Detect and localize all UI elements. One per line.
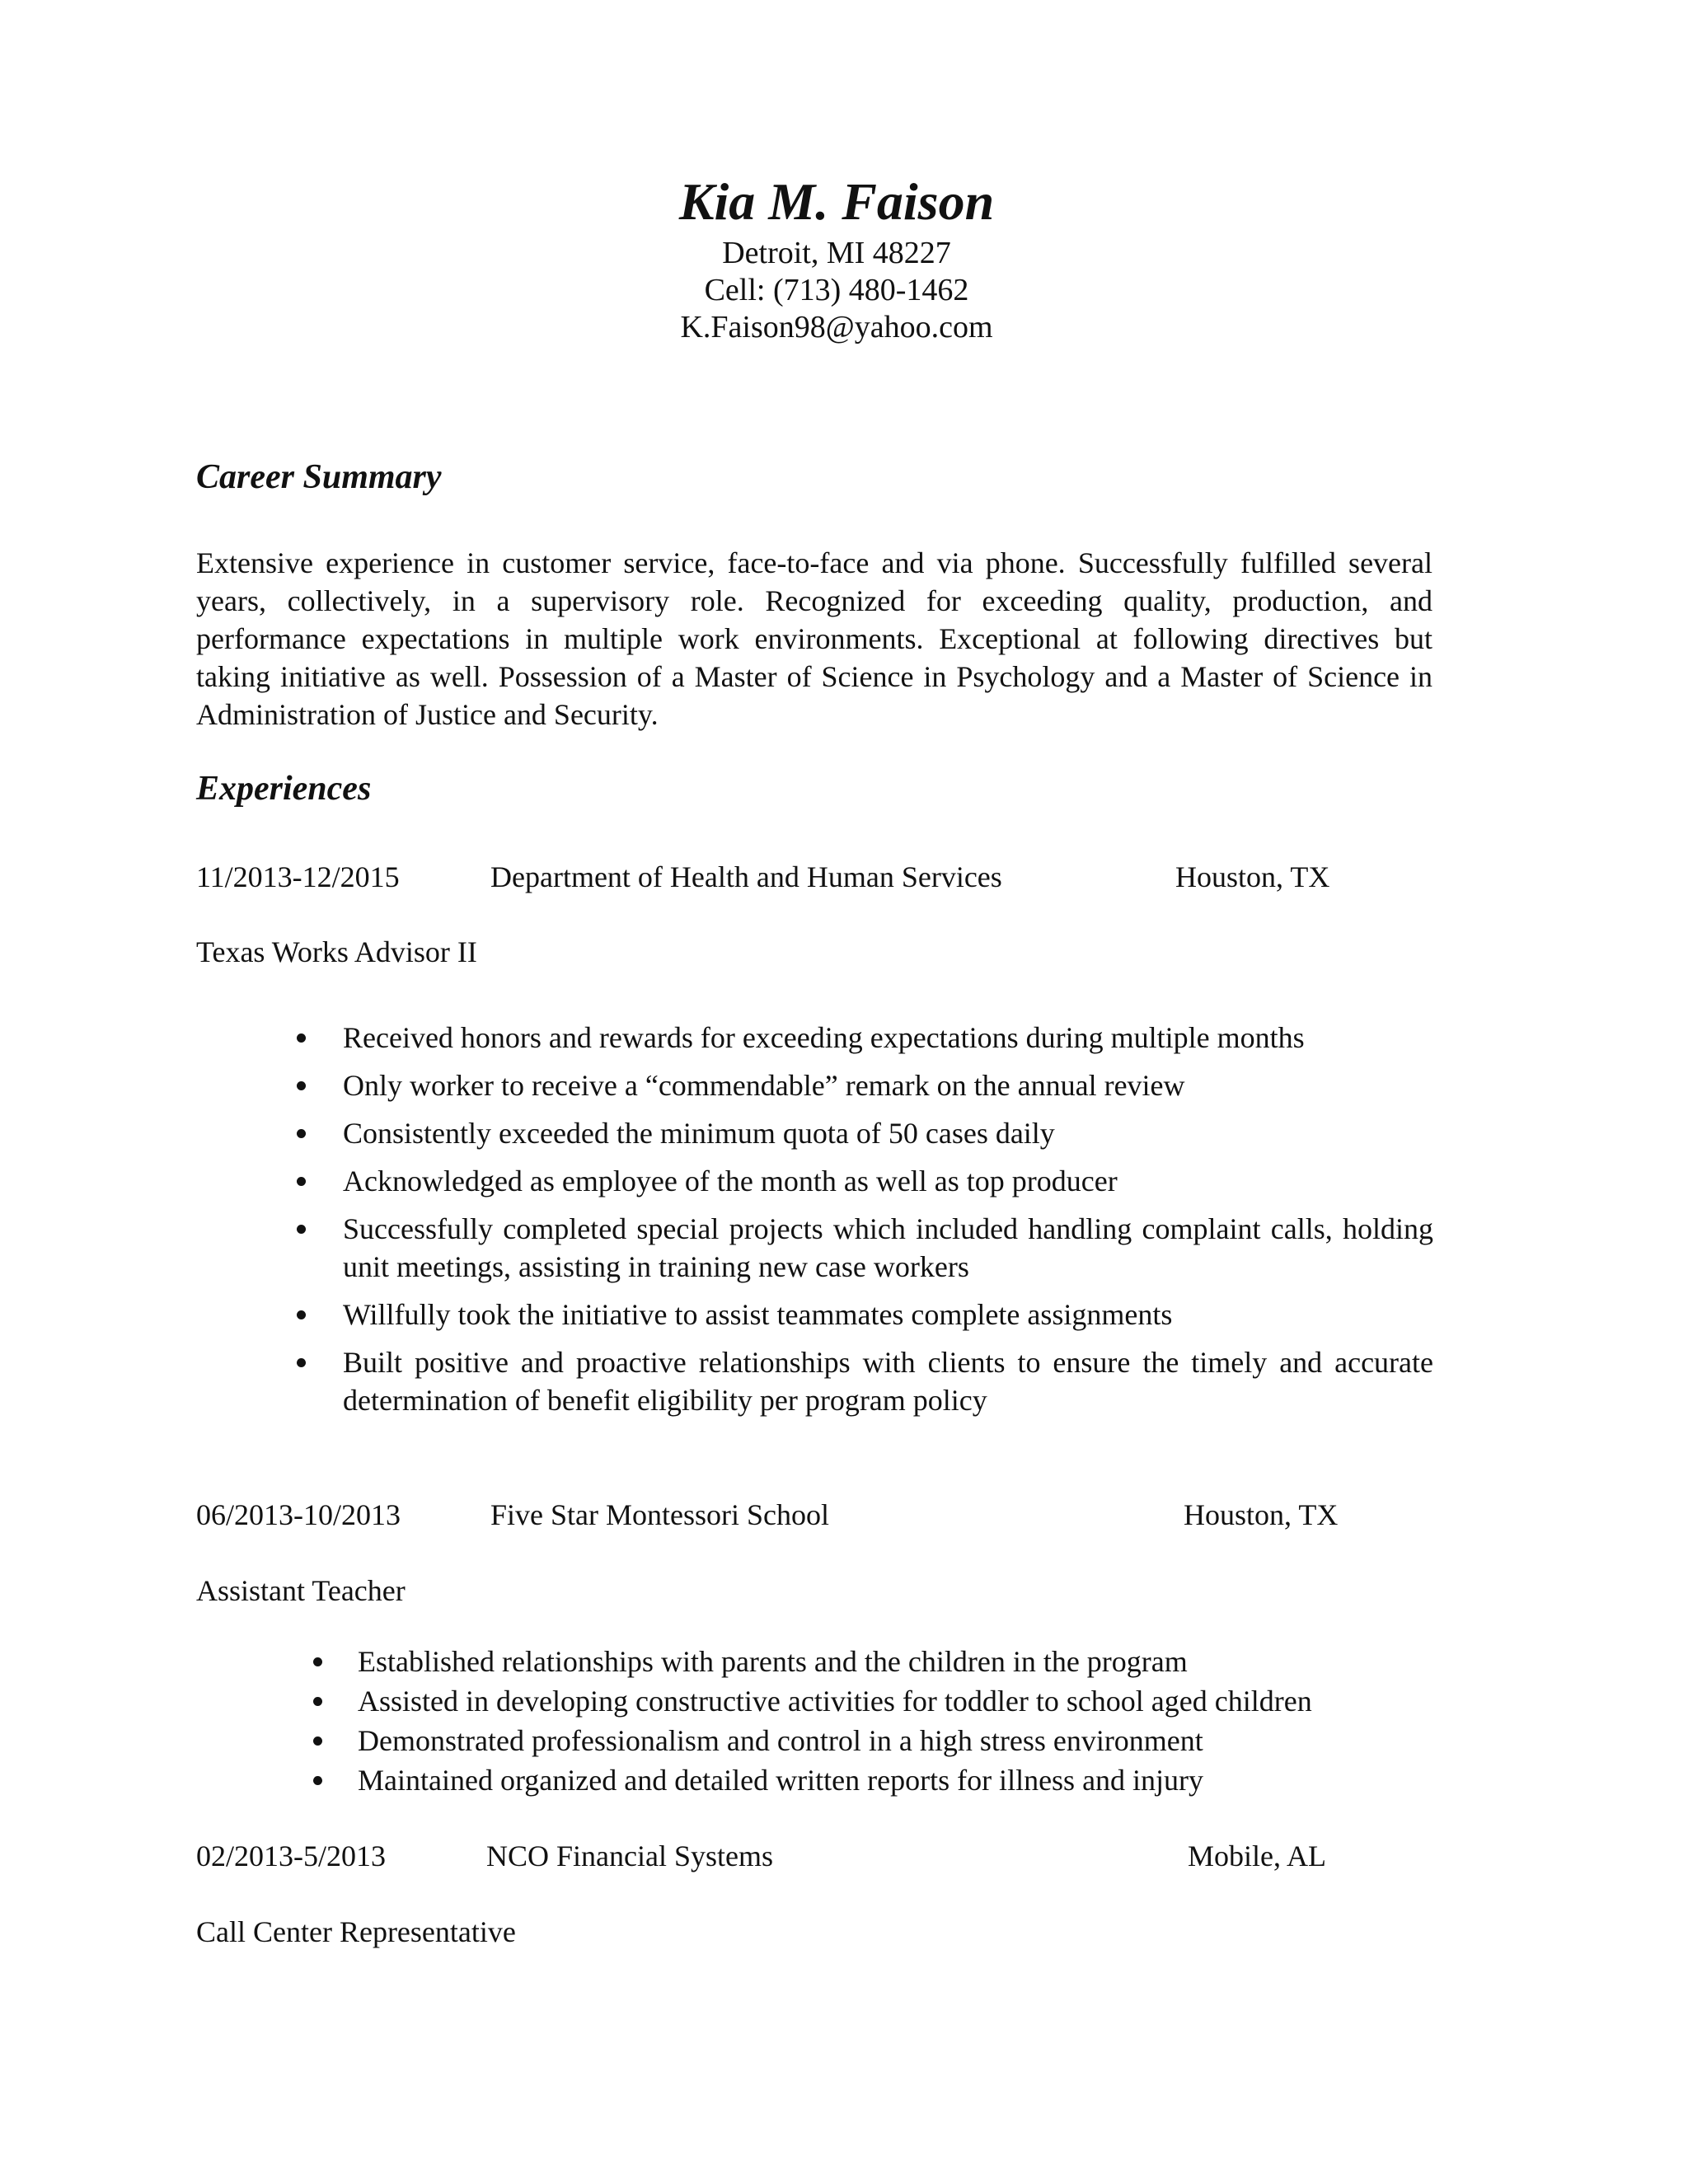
job-location: Houston, TX xyxy=(1184,1498,1339,1531)
bullet-icon xyxy=(297,1081,306,1090)
bullet-icon xyxy=(297,1033,306,1043)
bullet-icon xyxy=(297,1310,306,1319)
job-position: Assistant Teacher xyxy=(196,1574,406,1607)
job-dates: 11/2013-12/2015 xyxy=(196,860,400,893)
job-row xyxy=(196,859,1432,895)
career-summary-heading: Career Summary xyxy=(196,458,442,496)
bullet-icon xyxy=(297,1177,306,1186)
bullet-icon xyxy=(313,1657,322,1666)
experiences-heading: Experiences xyxy=(196,770,372,808)
bullet-icon xyxy=(313,1736,322,1746)
job-bullet-list xyxy=(358,1642,1446,1800)
list-item: Consistently exceeded the minimum quota of 50 cases daily xyxy=(343,1114,1433,1152)
list-item: Demonstrated professionalism and control in a high stress environment xyxy=(358,1721,1446,1760)
list-item: Assisted in developing constructive activities for toddler to school aged children xyxy=(358,1681,1446,1721)
job-employer: NCO Financial Systems xyxy=(486,1840,773,1872)
list-item: Built positive and proactive relationships with clients to ensure the timely and accurate determination of benefit eligibility per program policy xyxy=(343,1343,1433,1419)
bullet-icon xyxy=(297,1129,306,1138)
job-position: Texas Works Advisor II xyxy=(196,935,477,968)
list-item: Established relationships with parents and the children in the program xyxy=(358,1642,1446,1681)
bullet-icon xyxy=(313,1697,322,1706)
job-location: Mobile, AL xyxy=(1188,1840,1326,1872)
resume-header xyxy=(0,169,1673,346)
bullet-icon xyxy=(297,1225,306,1234)
job-row xyxy=(196,1838,1432,1874)
list-item: Acknowledged as employee of the month as well as top producer xyxy=(343,1162,1433,1200)
job-position: Call Center Representative xyxy=(196,1915,516,1948)
candidate-name: Kia M. Faison xyxy=(678,172,995,231)
job-bullet-list xyxy=(343,1019,1433,1429)
job-row xyxy=(196,1497,1432,1533)
phone: Cell: (713) 480-1462 xyxy=(704,273,969,307)
job-dates: 06/2013-10/2013 xyxy=(196,1498,401,1531)
list-item: Received honors and rewards for exceeding expectations during multiple months xyxy=(343,1019,1433,1057)
job-employer: Five Star Montessori School xyxy=(490,1498,829,1531)
job-employer: Department of Health and Human Services xyxy=(490,860,1002,893)
address: Detroit, MI 48227 xyxy=(722,236,951,270)
list-item: Successfully completed special projects which included handling complaint calls, holding unit meetings, assisting in training new case workers xyxy=(343,1210,1433,1286)
list-item: Only worker to receive a “commendable” remark on the annual review xyxy=(343,1066,1433,1104)
bullet-icon xyxy=(313,1776,322,1785)
bullet-icon xyxy=(297,1358,306,1367)
job-location: Houston, TX xyxy=(1175,860,1330,893)
list-item: Willfully took the initiative to assist teammates complete assignments xyxy=(343,1296,1433,1333)
job-dates: 02/2013-5/2013 xyxy=(196,1840,386,1872)
career-summary-text: Extensive experience in customer service, face-to-face and via phone. Successfully fulfilled several years, collectively, in a supervisory role. Recognized for exceeding quality, production, and performance expectations in multiple work environments. Exceptional at following directives but taking initiative as well. Possession of a Master of Science in Psychology and a Master of Science in Administration of Justice and Security. xyxy=(196,546,1432,731)
list-item: Maintained organized and detailed written reports for illness and injury xyxy=(358,1760,1446,1800)
email: K.Faison98@yahoo.com xyxy=(680,310,993,344)
